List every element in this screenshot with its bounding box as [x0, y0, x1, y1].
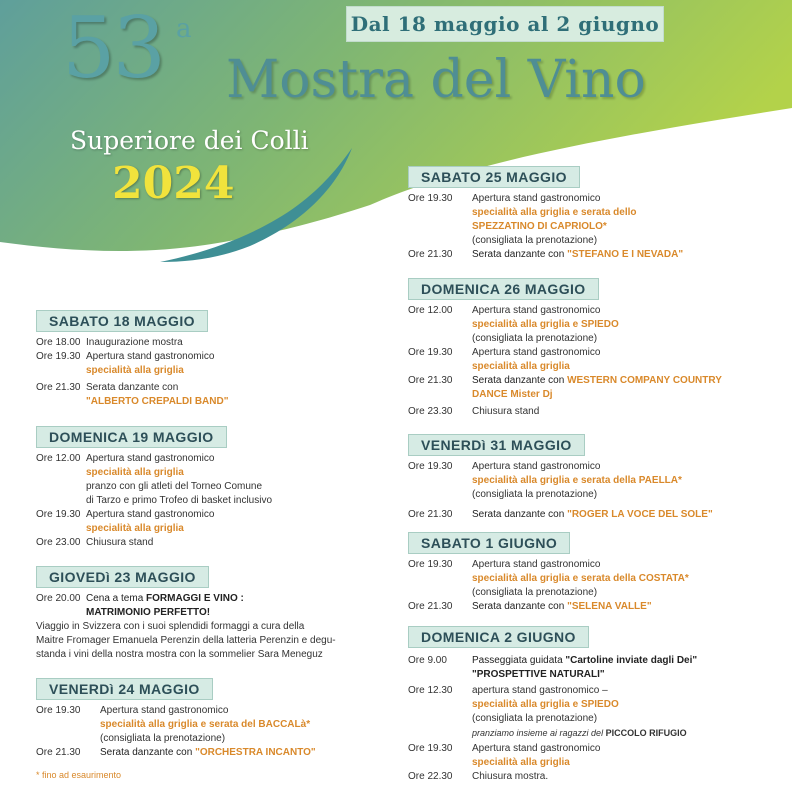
event-highlight: specialità alla griglia e SPIEDO	[472, 319, 619, 330]
day-section-thu-23	[36, 566, 376, 662]
event-highlight: specialità alla griglia	[86, 467, 184, 478]
event-highlight: specialità alla griglia	[86, 523, 184, 534]
event-highlight: "ROGER LA VOCE DEL SOLE"	[567, 509, 713, 520]
event-highlight: specialità alla griglia	[86, 365, 184, 376]
event-time: Ore 21.30	[408, 509, 453, 520]
event-time: Ore 19.30	[408, 193, 453, 204]
event-time: Ore 12.00	[408, 305, 453, 316]
event-description: Apertura stand gastronomico	[86, 351, 215, 362]
event-highlight: SPEZZATINO DI CAPRIOLO*	[472, 221, 607, 232]
event-title: Mostra del Vino	[226, 50, 646, 110]
schedule-row	[408, 600, 778, 614]
event-time: Ore 9.00	[408, 655, 447, 666]
day-header: GIOVEDì 23 MAGGIO	[36, 566, 209, 588]
event-time: Ore 12.30	[408, 685, 453, 696]
event-note: (consigliata la prenotazione)	[100, 733, 226, 744]
event-time: Ore 20.00	[36, 593, 81, 604]
schedule-row	[36, 350, 356, 378]
event-description: Serata danzante con	[472, 249, 565, 260]
event-time: Ore 22.30	[408, 771, 453, 782]
event-highlight: DANCE Mister Dj	[472, 389, 553, 400]
event-description: Apertura stand gastronomico	[100, 705, 229, 716]
day-header: DOMENICA 26 MAGGIO	[408, 278, 599, 300]
event-highlight: specialità alla griglia e SPIEDO	[472, 699, 619, 710]
event-time: Ore 12.00	[36, 453, 81, 464]
schedule-row	[408, 248, 768, 262]
day-header: SABATO 25 MAGGIO	[408, 166, 580, 188]
event-description: Serata danzante con	[100, 747, 193, 758]
schedule-row	[408, 508, 778, 522]
schedule-row	[36, 452, 366, 508]
event-time: Ore 19.30	[36, 509, 81, 520]
event-description: Apertura stand gastronomico	[472, 461, 601, 472]
event-time: Ore 19.30	[408, 461, 453, 472]
event-note: (consigliata la prenotazione)	[472, 587, 598, 598]
event-highlight: specialità alla griglia e serata della PAELLA*	[472, 475, 682, 486]
event-time: Ore 21.30	[408, 375, 453, 386]
event-time: Ore 19.30	[408, 743, 453, 754]
event-paragraph-line: Maitre Fromager Emanuela Perenzin della latteria Perenzin e degu-	[36, 635, 336, 646]
event-time: Ore 23.00	[36, 537, 81, 548]
day-section-fri-31	[408, 434, 778, 522]
event-description: Apertura stand gastronomico	[472, 193, 601, 204]
day-header: VENERDì 31 MAGGIO	[408, 434, 585, 456]
event-description: Serata danzante con	[472, 509, 565, 520]
date-range-banner: Dal 18 maggio al 2 giugno	[346, 6, 664, 42]
schedule-row	[36, 508, 366, 536]
event-description: Apertura stand gastronomico	[472, 305, 601, 316]
event-description: Serata danzante con	[472, 375, 565, 386]
schedule-row	[408, 742, 778, 770]
event-highlight: WESTERN COMPANY COUNTRY	[567, 375, 722, 386]
schedule-row	[36, 704, 376, 746]
event-description: Apertura stand gastronomico	[472, 347, 601, 358]
event-highlight: specialità alla griglia e serata della COSTATA*	[472, 573, 689, 584]
schedule-row	[408, 684, 778, 740]
event-description: Cena a tema	[86, 593, 144, 604]
schedule-row	[36, 592, 376, 620]
day-header: SABATO 18 MAGGIO	[36, 310, 208, 332]
schedule-row	[36, 336, 356, 350]
event-description: Apertura stand gastronomico	[472, 743, 601, 754]
event-year: 2024	[112, 158, 235, 209]
event-highlight: "ORCHESTRA INCANTO"	[195, 747, 316, 758]
event-time: Ore 19.30	[36, 351, 81, 362]
schedule-row	[408, 346, 778, 374]
event-time: Ore 19.30	[408, 347, 453, 358]
schedule-row	[408, 460, 778, 502]
event-title-bold: MATRIMONIO PERFETTO!	[86, 607, 211, 618]
event-time: Ore 21.30	[408, 601, 453, 612]
schedule-row	[408, 654, 778, 682]
event-title-bold: FORMAGGI E VINO :	[146, 593, 244, 604]
day-section-sat-25	[408, 166, 768, 262]
event-description: Passeggiata guidata	[472, 655, 563, 666]
event-highlight: "STEFANO E I NEVADA"	[567, 249, 684, 260]
day-header: DOMENICA 2 GIUGNO	[408, 626, 589, 648]
event-time: Ore 21.30	[36, 382, 81, 393]
day-section-fri-24	[36, 678, 376, 782]
event-description: Serata danzante con	[86, 382, 179, 393]
event-note: di Tarzo e primo Trofeo di basket inclusivo	[86, 495, 273, 506]
event-description: Inaugurazione mostra	[86, 337, 183, 348]
event-description: Chiusura stand	[472, 406, 540, 417]
event-description: Apertura stand gastronomico	[86, 509, 215, 520]
event-note: pranzo con gli atleti del Torneo Comune	[86, 481, 263, 492]
day-section-sun-26	[408, 278, 778, 419]
event-paragraph-line: Viaggio in Svizzera con i suoi splendidi formaggi a cura della	[36, 621, 305, 632]
event-note-small: pranziamo insieme ai ragazzi del	[472, 728, 604, 738]
day-section-sun-19	[36, 426, 366, 550]
event-description: Chiusura stand	[86, 537, 154, 548]
day-header: DOMENICA 19 MAGGIO	[36, 426, 227, 448]
event-time: Ore 21.30	[36, 747, 81, 758]
event-title-bold: "Cartoline inviate dagli Dei"	[565, 655, 698, 666]
event-highlight: "ALBERTO CREPALDI BAND"	[86, 396, 229, 407]
edition-suffix: a	[176, 14, 192, 44]
event-time: Ore 21.30	[408, 249, 453, 260]
event-description: apertura stand gastronomico –	[472, 685, 608, 696]
schedule-row	[408, 374, 778, 402]
day-section-sat-1	[408, 532, 778, 614]
event-time: Ore 18.00	[36, 337, 81, 348]
event-highlight: specialità alla griglia e serata del BACCALà*	[100, 719, 311, 730]
day-section-sun-2	[408, 626, 778, 784]
event-description: Apertura stand gastronomico	[472, 559, 601, 570]
footnote: * fino ad esaurimento	[36, 770, 122, 780]
edition-number: 53	[62, 0, 163, 97]
schedule-row	[408, 770, 778, 784]
event-time: Ore 23.30	[408, 406, 453, 417]
schedule-row	[408, 405, 778, 419]
event-note: (consigliata la prenotazione)	[472, 333, 598, 344]
event-paragraph-line: standa i vini della nostra mostra con la sommelier Sara Meneguz	[36, 649, 323, 660]
event-description: Chiusura mostra.	[472, 771, 549, 782]
event-highlight: "SELENA VALLE"	[567, 601, 652, 612]
day-section-sat-18	[36, 310, 356, 409]
day-header: SABATO 1 GIUGNO	[408, 532, 570, 554]
event-time: Ore 19.30	[408, 559, 453, 570]
event-subtitle: Superiore dei Colli	[70, 126, 309, 155]
event-description: Apertura stand gastronomico	[86, 453, 215, 464]
event-note-small-bold: PICCOLO RIFUGIO	[605, 728, 687, 738]
event-description: Serata danzante con	[472, 601, 565, 612]
schedule-row	[408, 192, 768, 248]
schedule-row	[408, 558, 778, 600]
event-note: (consigliata la prenotazione)	[472, 235, 598, 246]
schedule-row	[36, 381, 356, 409]
event-note: (consigliata la prenotazione)	[472, 713, 598, 724]
event-title-bold: "PROSPETTIVE NATURALI"	[472, 669, 605, 680]
schedule-row	[36, 536, 366, 550]
event-highlight: specialità alla griglia	[472, 361, 570, 372]
day-header: VENERDì 24 MAGGIO	[36, 678, 213, 700]
event-highlight: specialità alla griglia	[472, 757, 570, 768]
event-highlight: specialità alla griglia e serata dello	[472, 207, 637, 218]
schedule-row	[408, 304, 778, 346]
event-time: Ore 19.30	[36, 705, 81, 716]
event-note: (consigliata la prenotazione)	[472, 489, 598, 500]
schedule-row	[36, 746, 376, 760]
